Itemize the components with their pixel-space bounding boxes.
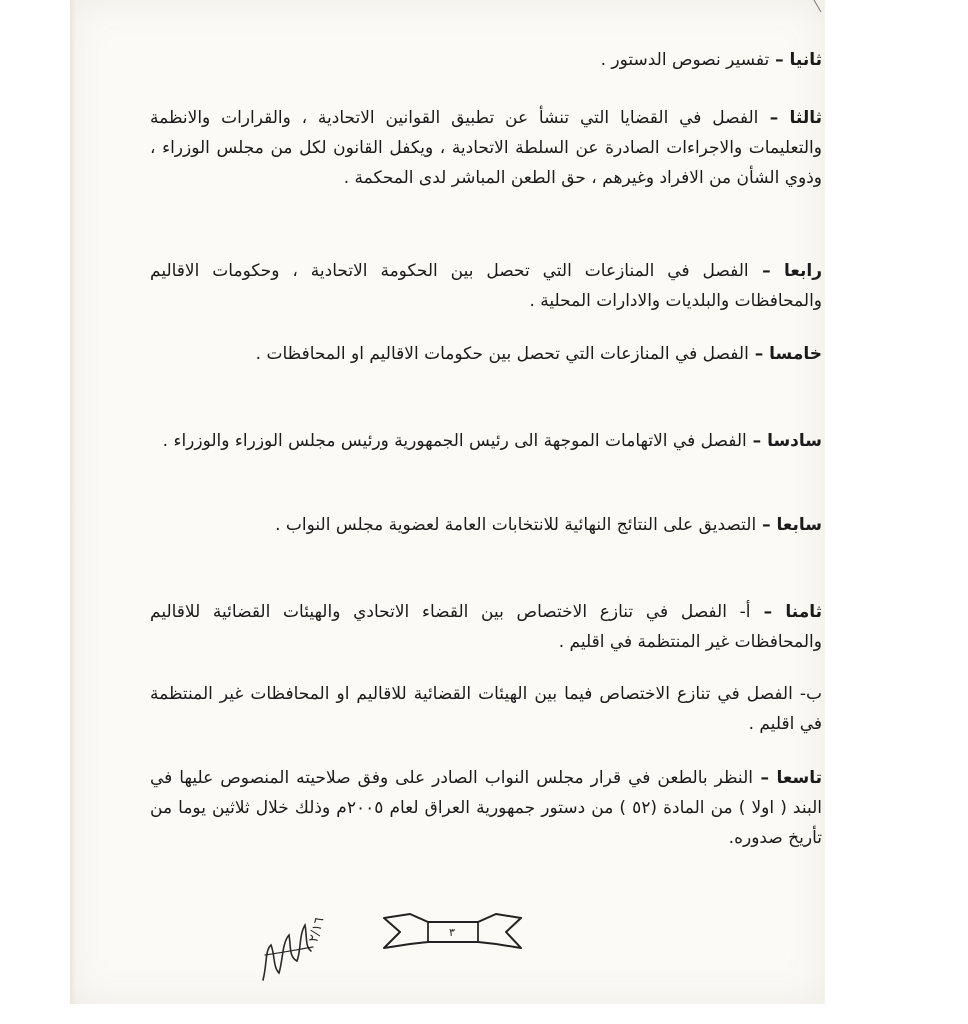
paragraph-body: الفصل في الاتهامات الموجهة الى رئيس الجمهورية ورئيس مجلس الوزراء والوزراء . (162, 431, 747, 451)
corner-mark (812, 0, 824, 14)
paragraph-lead: سابعا – (756, 515, 822, 535)
paragraph-lead: سادسا – (746, 431, 822, 451)
page-edge-shadow (70, 0, 76, 1004)
paragraph-body: التصديق على النتائج النهائية للانتخابات العامة لعضوية مجلس النواب . (275, 515, 757, 535)
paragraph-body: الفصل في المنازعات التي تحصل بين حكومات الاقاليم او المحافظات . (255, 344, 749, 364)
paragraph-body: ب- الفصل في تنازع الاختصاص فيما بين الهيئات القضائية للاقاليم او المحافظات غير المنتظمة في اقليم . (150, 684, 822, 734)
paragraph-lead: تاسعا – (752, 768, 822, 788)
paragraph-body: الفصل في المنازعات التي تحصل بين الحكومة الاتحادية ، وحكومات الاقاليم والمحافظات والبلديات والادارات المحلية . (150, 261, 822, 311)
paragraph-body: النظر بالطعن في قرار مجلس النواب الصادر على وفق صلاحيته المنصوص عليها في البند ( اولا ) من المادة (٥٢ ) من دستور جمهورية العراق لعام ٢٠٠٥م وذلك خلال ثلاثين يوما من تأريخ صدوره. (150, 768, 823, 848)
signature-date: ٢/١٦ (306, 915, 328, 945)
paragraph-6 (150, 426, 822, 456)
paragraph-body: تفسير نصوص الدستور . (600, 50, 770, 70)
page-number: ٣ (449, 926, 455, 939)
paragraph-lead: خامسا – (748, 344, 822, 364)
paragraph-body: أ- الفصل في تنازع الاختصاص بين القضاء الاتحادي والهيئات القضائية للاقاليم والمحافظات غير المنتظمة في اقليم . (150, 602, 822, 652)
paragraph-5 (150, 339, 822, 369)
paragraph-lead: ثامنا – (750, 602, 822, 622)
paragraph-7 (150, 510, 822, 540)
paragraph-lead: ثانيا – (769, 50, 822, 70)
paragraph-lead: ثالثا – (758, 108, 822, 128)
paragraph-8b (150, 679, 822, 739)
paragraph-lead: رابعا – (748, 261, 822, 281)
paragraph-4 (150, 256, 822, 316)
paragraph-body: الفصل في القضايا التي تنشأ عن تطبيق القوانين الاتحادية ، والقرارات والانظمة والتعليمات والاجراءات الصادرة عن السلطة الاتحادية ، ويكفل القانون لكل من مجلس الوزراء ، وذوي الشأن من الافراد وغيرهم ، حق الطعن المباشر لدى المحكمة . (150, 108, 822, 188)
handwritten-signature (255, 895, 355, 995)
paragraph-3 (150, 103, 822, 193)
paragraph-8a (150, 597, 822, 657)
paragraph-2 (150, 45, 822, 75)
paragraph-9 (150, 763, 822, 853)
